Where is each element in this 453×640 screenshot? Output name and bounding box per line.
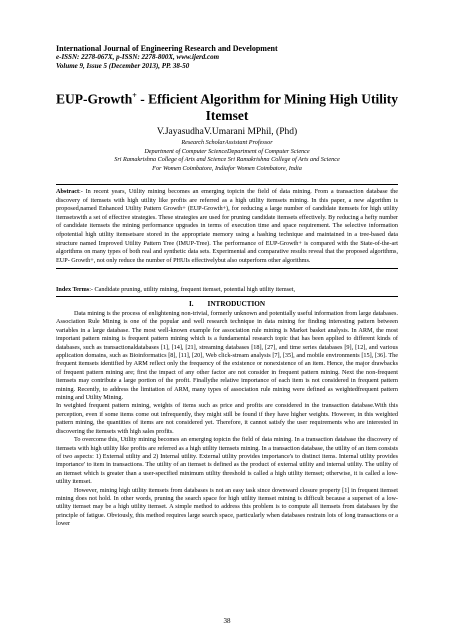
affiliation-line: For Women Coimbatore, Indiafor Women Coimbatore, India (152, 164, 302, 172)
body-paragraph: Data mining is the process of enlightening non-trivial, formerly unknown and potentially useful information from large databases. Association Rule Mining is one of the popular and well research technique in data mining for finding interesting pattern between variables in a large database. The most well-known example for association rule mining is Market basket analysis. In ARM, the most important pattern mining is frequent pattern mining which is a fundamental research topic that has been applied to different kinds of databases, such as transactionaldatabases [1], [14], [21], streaming databases [18], [27], and time series databases [9], [12], and various application domains, such as Bioinformatics [8], [11], [20], Web click-stream analysis [7], [35], and mobile environments [15], [36]. The frequent itemsets identified by ARM reflect only the frequency of the existence or nonexistence of an item. Hence, the major drawbacks of frequent pattern mining are; first the impact of any other factor are not consider in frequent pattern mining. Next the non-frequent itemsets may contribute a large portion of the profit. Finallythe relative importance of each item is not considered in frequent pattern mining. Recently, to address the limitation of ARM, many types of association rule mining were defined as weightedfrequent pattern mining and Utility Mining. (56, 310, 398, 402)
journal-name: International Journal of Engineering Research and Development (56, 44, 278, 53)
divider (56, 296, 398, 297)
section-heading (56, 300, 398, 309)
section-title: INTRODUCTION (207, 300, 266, 308)
journal-issn: e-ISSN: 2278-067X, p-ISSN: 2278-800X, www.ijerd.com (56, 53, 220, 61)
body-paragraph: To overcome this, Utility mining becomes an emerging topicin the field of data mining. In a transaction database the discovery of itemsets with high utility like profits are referred as a high utility itemsets mining. In a transaction database, the utility of an item consists of two aspects: 1) External utility and 2) Internal utility. External utility provides importance's to distinct items. Internal utility provides importance' to item in transactions. The utility of an itemset is defined as the product of external utility and internal utility. The utility of an itemset which is greater than a user-specified minimum utility threshold is called a high utility itemset; otherwise, it is called a low-utility itemset. (56, 436, 398, 486)
abstract (56, 184, 398, 269)
paper-title (56, 88, 398, 124)
section-number: I. (188, 300, 194, 308)
author-affiliations (56, 139, 398, 173)
title-main: EUP-Growth (56, 91, 133, 107)
affiliation-line: Department of Computer ScienceDepartment of Computer Science (144, 147, 310, 155)
title-superscript: + (132, 91, 137, 100)
body-paragraph: In weighted frequent pattern mining, weights of items such as price and profits are considered in the transaction database.With this perception, even if some items come out infrequently, they might still be found if they have higher weights. However, in this weighted pattern mining, the quantities of items are not considered yet. Therefore, it cannot satisfy the user requirements who are interested in discovering the itemsets with high sales profits. (56, 402, 398, 435)
abstract-label: Abstract (56, 188, 80, 195)
index-terms-text: :- Candidate pruning, utility mining, frequent itemset, potential high utility itemset, (89, 286, 296, 293)
abstract-text: :- In recent years, Utility mining becomes an emerging topicin the field of data mining. From a transaction database the discovery of itemsets with high utility like profits are referred as a high utility itemsets mining. In this paper, a new algorithm is proposed,named Enhanced Utility Pattern Growth+ (EUP-Growth+), for reducing a large number of candidate itemsets for high utility itemsetswith a set of effective strategies. These strategies are used for pruning candidate itemsets effectively. By reducing a hefty number of candidate itemsets the mining performance upgrades in terms of execution time and space requirement. The selective information ofpotential high utility itemsetsare stored in the appropriate memory using a hashing technique and maintained in a tree-based data structure named Improved Utility Pattern Tree (IMUP-Tree). The performance of EUP-Growth+ is compared with the State-of-the-art algorithms on many types of both real and synthetic data sets. Experimental and comparative results reveal that the proposed algorithms, EUP- Growth+, not only reduce the number of PHUIs effectivelybut also outperform other algorithms. (56, 188, 398, 264)
index-terms-label: Index Terms (56, 286, 90, 293)
index-terms (56, 286, 398, 295)
body-text (56, 310, 398, 529)
journal-volume: Volume 9, Issue 5 (December 2013), PP. 38-50 (56, 62, 190, 70)
journal-header (56, 44, 406, 71)
paper-authors: V.JayasudhaV.Umarani MPhil, (Phd) (156, 127, 298, 137)
page-number: 38 (223, 617, 231, 625)
body-paragraph: However, mining high utility itemsets from databases is not an easy task since downward closure property [1] in frequent itemset mining does not hold. In other words, pruning the search space for high utility itemset mining is difficult because a superset of a low-utility itemset may be a high utility itemset. A simple method to address this problem is to compute all itemsets from databases by the principle of fatigue. Obviously, this method requires large search space, particularly when databases restrain lots of long transactions or a lower (56, 486, 398, 528)
affiliation-line: Sri Ramakrishna College of Arts and Science Sri Ramakrishna College of Arts and Science (114, 156, 340, 164)
title-rest: - Efficient Algorithm for Mining High Utility Itemset (136, 91, 398, 123)
affiliation-line: Research ScholarAssistant Professor (181, 139, 273, 146)
